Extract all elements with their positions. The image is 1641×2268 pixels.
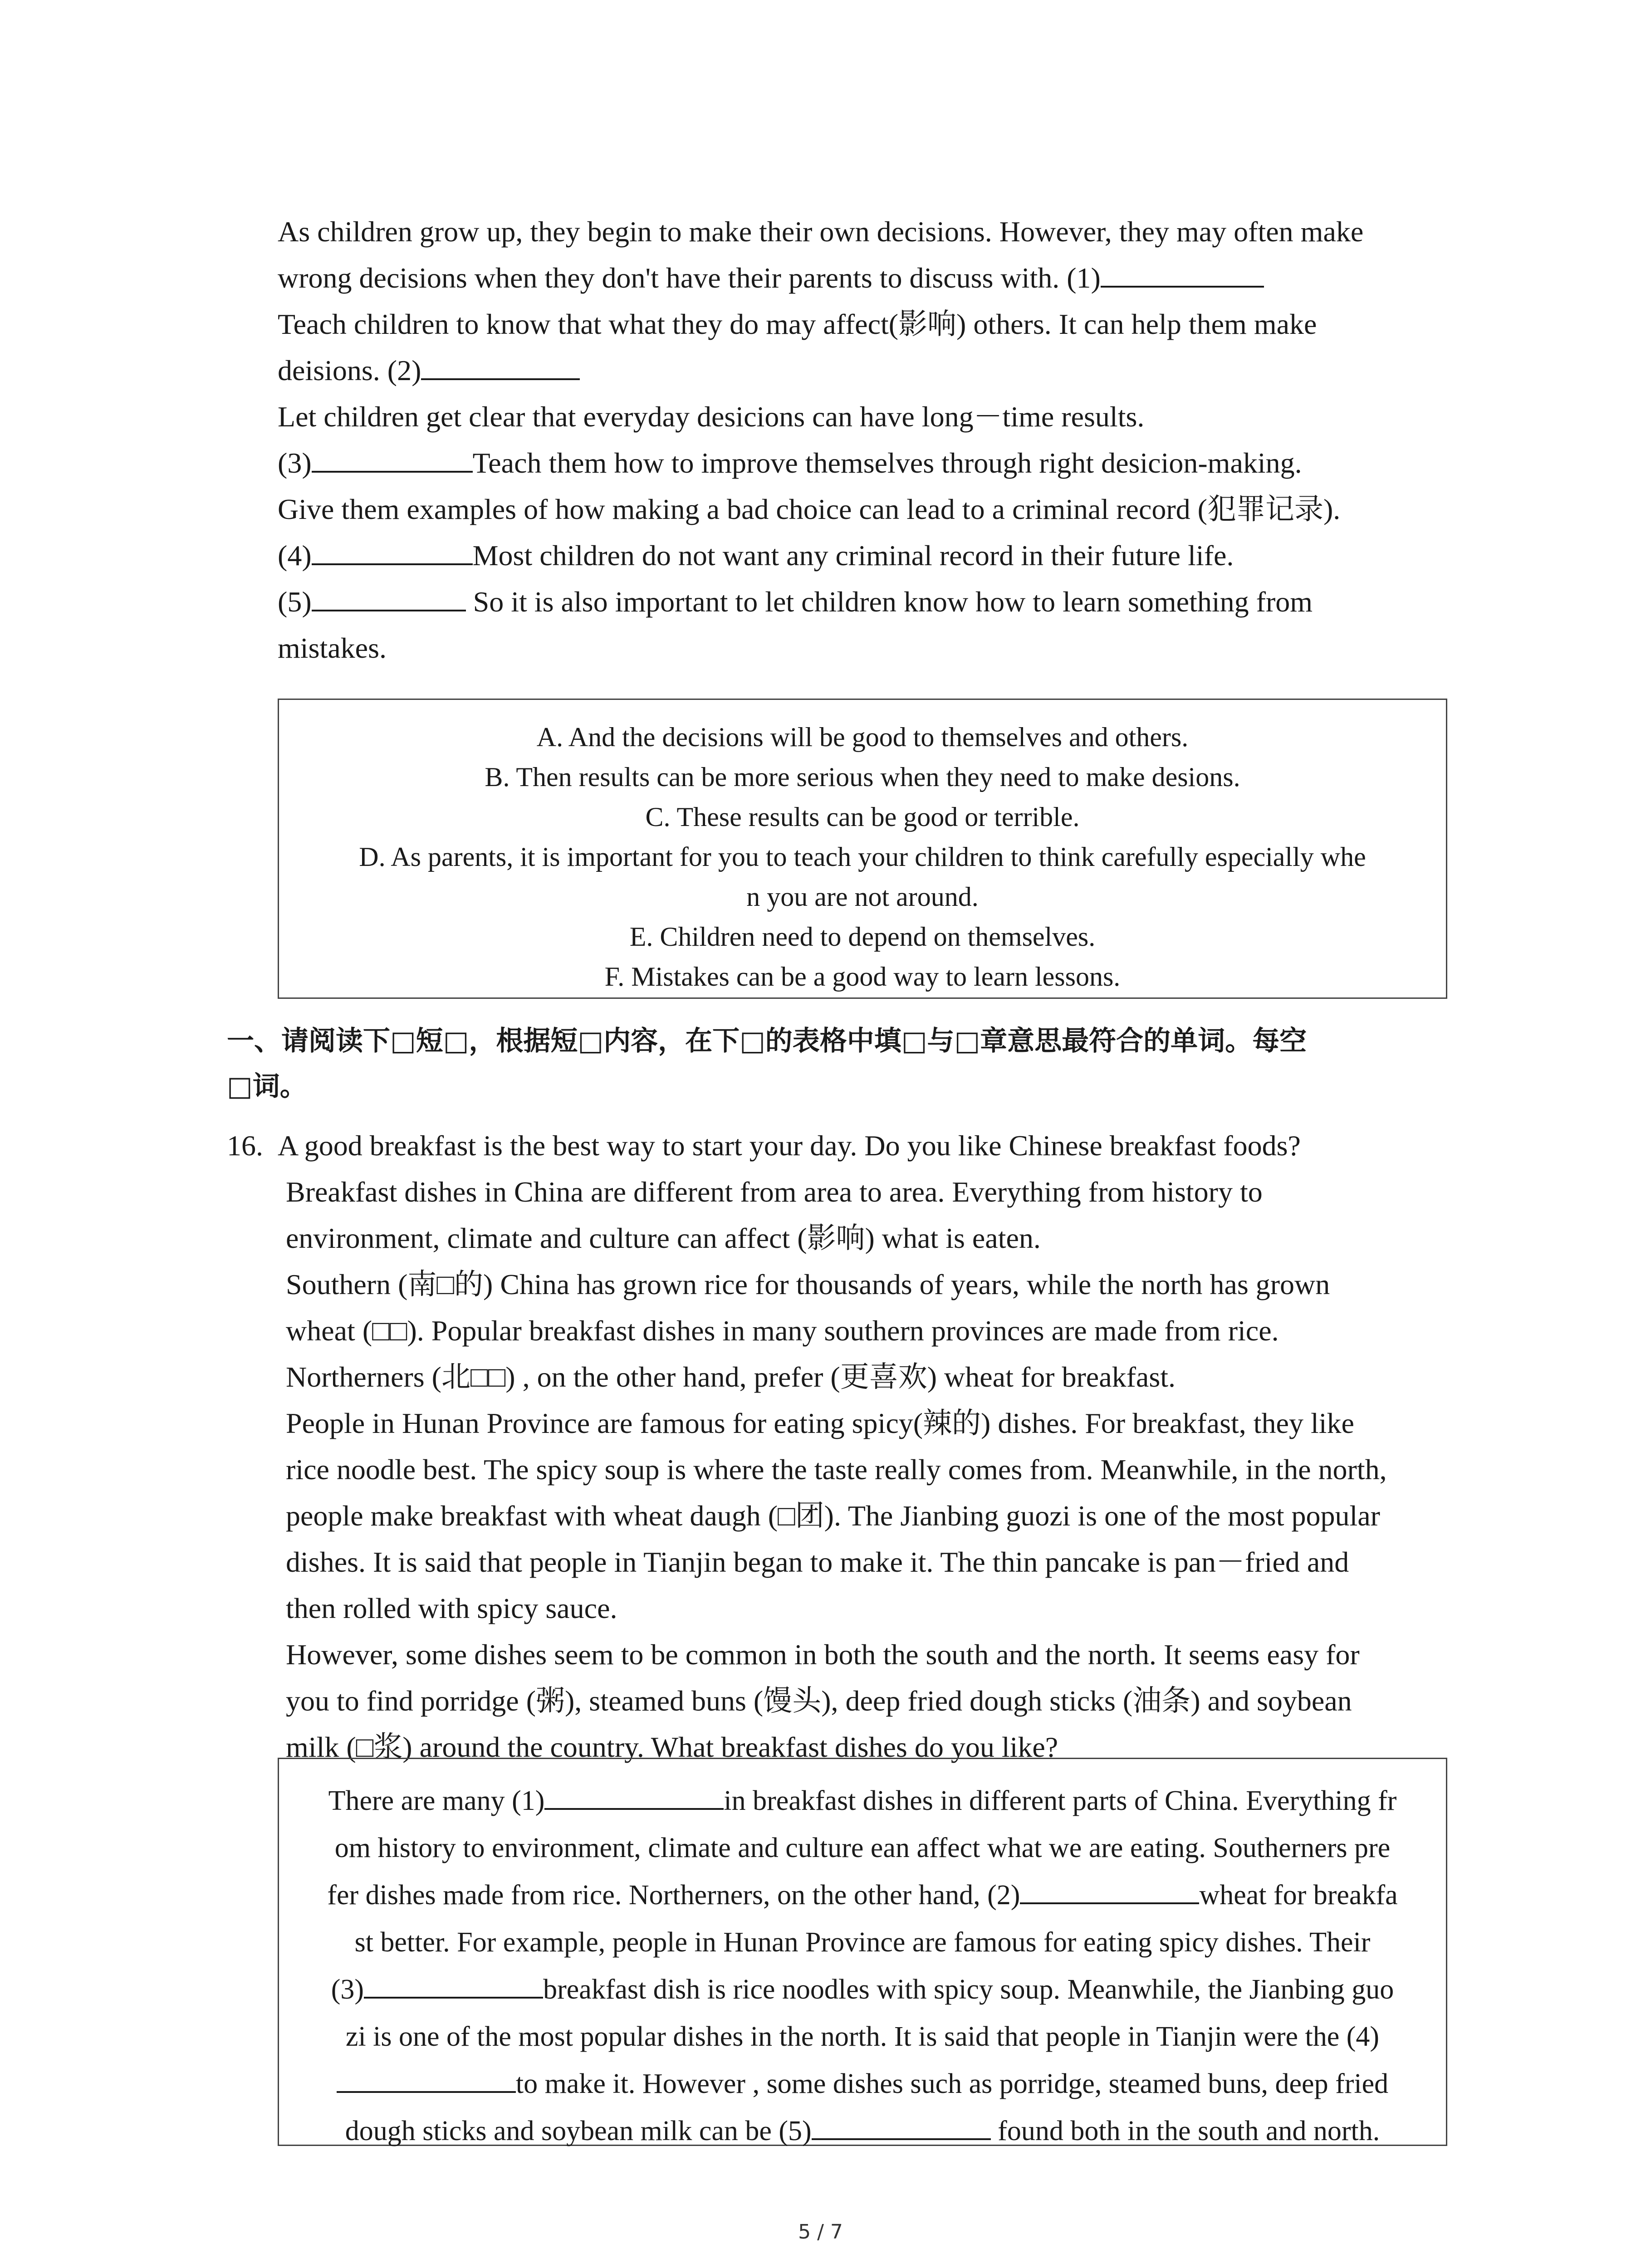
passage-line: However, some dishes seem to be common in both the south and the north. It seems easy for (286, 1638, 1360, 1671)
summary-line: dough sticks and soybean milk can be (5) found both in the south and north. (289, 2107, 1436, 2155)
summary-line: (3) breakfast dish is rice noodles with spicy soup. Meanwhile, the Jianbing guo (289, 1966, 1436, 2013)
question-number: 16. (227, 1129, 263, 1162)
option-d-continued: n you are not around. (746, 882, 979, 912)
summary-blank-1[interactable] (544, 1781, 724, 1810)
passage-line: (5) So it is also important to let children know how to learn something from (278, 579, 1448, 625)
passage-line: rice noodle best. The spicy soup is where the taste really comes from. Meanwhile, in the north, (286, 1453, 1387, 1486)
answer-blank-2[interactable] (421, 351, 580, 380)
passage-line: environment, climate and culture can affect (影响) what is eaten. (286, 1222, 1041, 1254)
passage-line: Teach children to know that what they do may affect(影响) others. It can help them make (278, 308, 1317, 340)
passage-seven-choose-five (278, 209, 1448, 671)
passage-line: People in Hunan Province are famous for eating spicy(辣的) dishes. For breakfast, they like (286, 1407, 1354, 1439)
answer-blank-3[interactable] (312, 444, 473, 473)
option-e: E. Children need to depend on themselves. (629, 922, 1096, 952)
passage-line: wheat (□□). Popular breakfast dishes in many southern provinces are made from rice. (286, 1315, 1279, 1347)
passage-line: people make breakfast with wheat daugh (□团). The Jianbing guozi is one of the most popular (286, 1500, 1380, 1532)
passage-line: Give them examples of how making a bad choice can lead to a criminal record (犯罪记录). (278, 493, 1341, 525)
reading-passage (278, 1123, 1457, 1770)
passage-line: Northerners (北□□) , on the other hand, prefer (更喜欢) wheat for breakfast. (286, 1361, 1176, 1393)
passage-line: Let children get clear that everyday desicions can have long－time results. (278, 401, 1145, 433)
answer-blank-4[interactable] (312, 536, 473, 565)
option-d: D. As parents, it is important for you to teach your children to think carefully especially whe (359, 842, 1366, 872)
passage-line: Southern (南□的) China has grown rice for thousands of years, while the north has grown (286, 1268, 1330, 1300)
section-heading: 一、请阅读下□短□，根据短□内容，在下□的表格中填□与□章意思最符合的单词。每空 □词。 (227, 1025, 1307, 1102)
summary-line: fer dishes made from rice. Northerners, on the other hand, (2) wheat for breakfa (289, 1872, 1436, 1919)
summary-line: st better. For example, people in Hunan Province are famous for eating spicy dishes. Their (354, 1927, 1371, 1958)
passage-line: then rolled with spicy sauce. (286, 1592, 617, 1624)
summary-blank-3[interactable] (364, 1970, 543, 1999)
answer-blank-1[interactable] (1101, 259, 1264, 288)
options-box (278, 699, 1447, 999)
passage-line: you to find porridge (粥), steamed buns (馒头), deep fried dough sticks (油条) and soybean (286, 1685, 1352, 1717)
summary-blank-4[interactable] (337, 2064, 516, 2093)
summary-box (278, 1758, 1447, 2146)
summary-blank-5[interactable] (812, 2111, 991, 2140)
passage-line: As children grow up, they begin to make their own decisions. However, they may often make (278, 215, 1364, 248)
passage-line: wrong decisions when they don't have their parents to discuss with. (1) (278, 255, 1448, 301)
option-c: C. These results can be good or terrible. (645, 802, 1080, 832)
option-f: F. Mistakes can be a good way to learn lessons. (604, 962, 1121, 992)
passage-line: mistakes. (278, 632, 387, 664)
passage-line: (4) Most children do not want any criminal record in their future life. (278, 533, 1448, 579)
summary-line: to make it. However , some dishes such as porridge, steamed buns, deep fried (289, 2060, 1436, 2107)
summary-blank-2[interactable] (1020, 1875, 1199, 1904)
passage-line: A good breakfast is the best way to start your day. Do you like Chinese breakfast foods? (278, 1129, 1301, 1162)
answer-blank-5[interactable] (312, 582, 466, 611)
summary-line: zi is one of the most popular dishes in the north. It is said that people in Tianjin were the (4) (345, 2021, 1380, 2052)
passage-line: milk (□浆) around the country. What breakfast dishes do you like? (286, 1731, 1058, 1763)
option-b: B. Then results can be more serious when they need to make desions. (485, 762, 1240, 792)
passage-line: dishes. It is said that people in Tianjin began to make it. The thin pancake is pan－fried and (286, 1546, 1349, 1578)
passage-line: deisions. (2) (278, 347, 1448, 394)
summary-line: There are many (1) in breakfast dishes in different parts of China. Everything fr (289, 1777, 1436, 1824)
summary-line: om history to environment, climate and culture ean affect what we are eating. Southerners pre (334, 1833, 1391, 1863)
page-number: 5 / 7 (798, 2220, 843, 2244)
passage-line: Breakfast dishes in China are different from area to area. Everything from history to (286, 1176, 1263, 1208)
passage-line: (3) Teach them how to improve themselves through right desicion-making. (278, 440, 1448, 486)
option-a: A. And the decisions will be good to themselves and others. (536, 722, 1189, 752)
